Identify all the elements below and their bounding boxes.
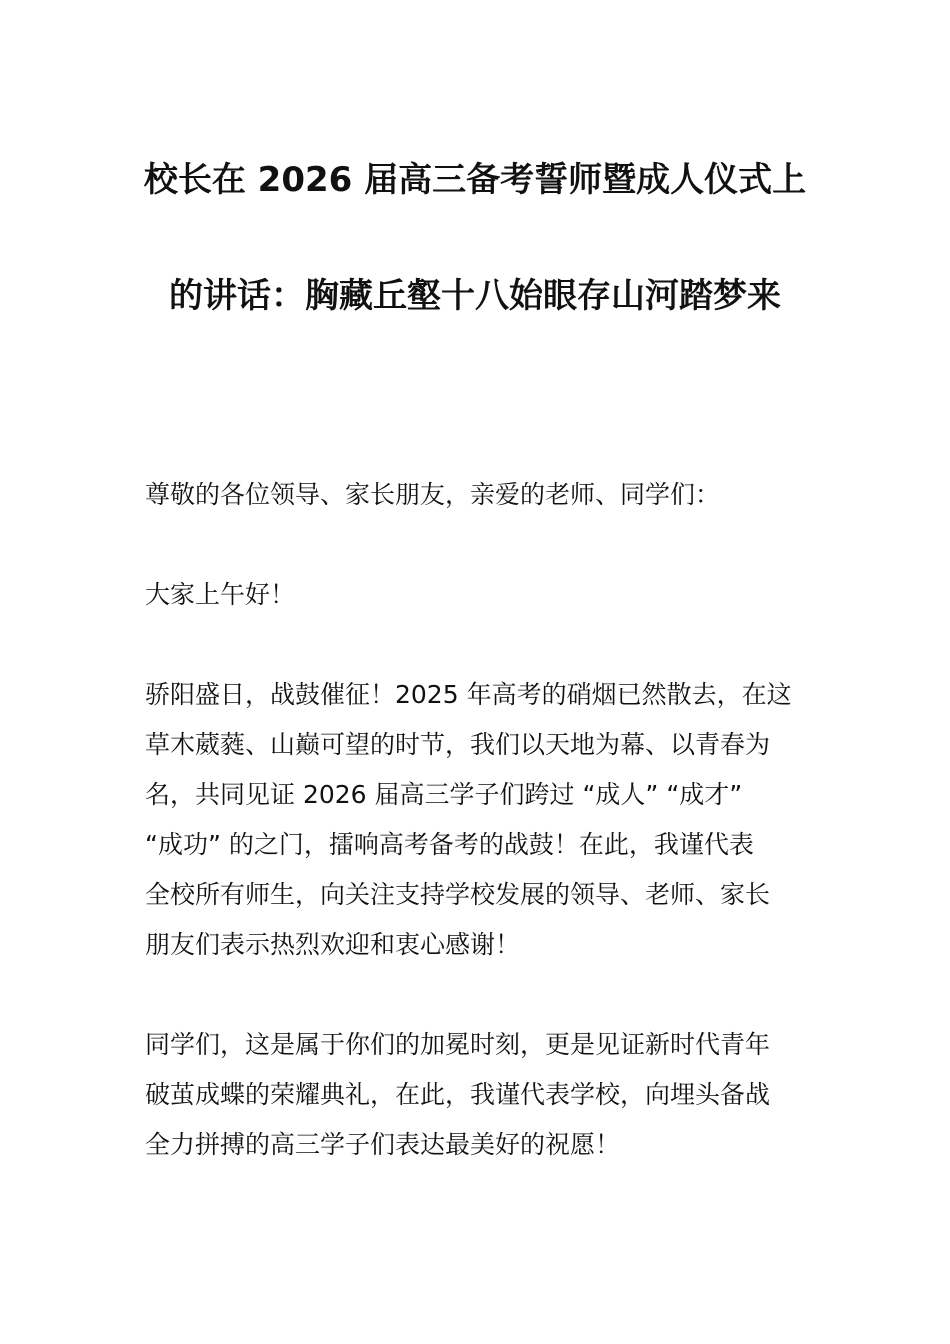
paragraph-line: 大家上午好！	[145, 580, 296, 609]
opening-paragraph	[145, 670, 810, 970]
title-line-2: 的讲话：胸藏丘壑十八始眼存山河踏梦来	[169, 276, 781, 316]
paragraph-line: 破茧成蝶的荣耀典礼，在此，我谨代表学校，向埋头备战	[145, 1080, 771, 1109]
paragraph-line: “成功” 的之门，擂响高考备考的战鼓！在此，我谨代表	[145, 830, 754, 859]
paragraph-line: 全校所有师生，向关注支持学校发展的领导、老师、家长	[145, 880, 771, 909]
wishes-paragraph	[145, 1020, 810, 1170]
paragraph-line: 尊敬的各位领导、家长朋友，亲爱的老师、同学们：	[145, 480, 721, 509]
paragraph-line: 同学们，这是属于你们的加冕时刻，更是见证新时代青年	[145, 1030, 771, 1059]
greeting-paragraph	[145, 570, 810, 620]
paragraph-spacer	[145, 520, 810, 570]
paragraph-line: 草木葳蕤、山巅可望的时节，我们以天地为幕、以青春为	[145, 730, 771, 759]
paragraph-line: 骄阳盛日，战鼓催征！2025 年高考的硝烟已然散去，在这	[145, 680, 792, 709]
paragraph-line: 名，共同见证 2026 届高三学子们跨过 “成人” “成才”	[145, 780, 743, 809]
salutation-paragraph	[145, 470, 810, 520]
paragraph-line: 朋友们表示热烈欢迎和衷心感谢！	[145, 930, 521, 959]
paragraph-spacer	[145, 970, 810, 1020]
title-line-1: 校长在 2026 届高三备考誓师暨成人仪式上	[143, 160, 807, 200]
paragraph-line: 全力拼搏的高三学子们表达最美好的祝愿！	[145, 1130, 621, 1159]
document-body	[145, 470, 810, 1170]
document-title	[120, 148, 830, 328]
paragraph-spacer	[145, 620, 810, 670]
